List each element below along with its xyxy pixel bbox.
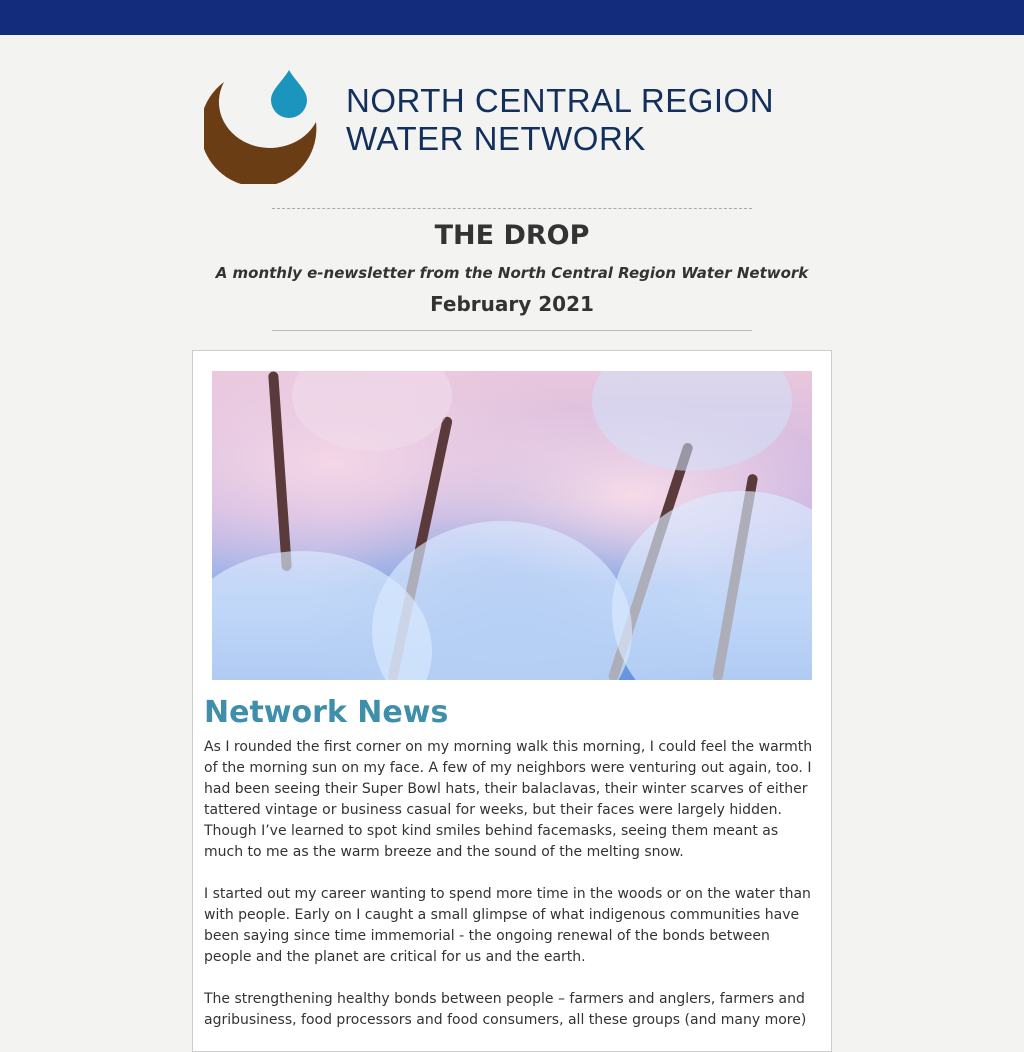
logo-line-2: WATER NETWORK: [346, 120, 646, 157]
logo-line-1: NORTH CENTRAL REGION: [346, 82, 775, 119]
logo-icon: [204, 62, 324, 184]
issue-date: February 2021: [430, 292, 594, 316]
section-heading: Network News: [204, 695, 449, 730]
paragraph: As I rounded the first corner on my morning walk this morning, I could feel the warmth of the morning sun on my face. A few of my neighbors were venturing out again, too. I had been seeing their Super Bowl hats, their balaclavas, their winter scarves of either tattered vintage or business casual for weeks, but their faces were largely hidden. Though I’ve learned to spot kind smiles behind facemasks, seeing them meant as much to me as the warm breeze and the sound of the melting snow.: [204, 739, 813, 860]
content-card: [192, 350, 832, 1052]
logo: [204, 62, 824, 184]
hero-image-frosted-trees: [212, 371, 812, 680]
divider: [272, 330, 752, 331]
newsletter-subtitle: A monthly e-newsletter from the North Central Region Water Network: [215, 264, 809, 282]
top-bar: [0, 0, 1024, 35]
article-body: [204, 737, 820, 1052]
newsletter-title: THE DROP: [434, 220, 590, 251]
divider-dashed: [272, 208, 752, 209]
paragraph: I started out my career wanting to spend more time in the woods or on the water than with people. Early on I caught a small glimpse of what indigenous communities have been saying since time immemorial - the ongoing renewal of the bonds between people and the planet are critical for us and the earth.: [204, 886, 811, 965]
paragraph: The strengthening healthy bonds between people – farmers and anglers, farmers and agribusiness, food processors and food consumers, all these groups (and many more): [204, 991, 807, 1028]
